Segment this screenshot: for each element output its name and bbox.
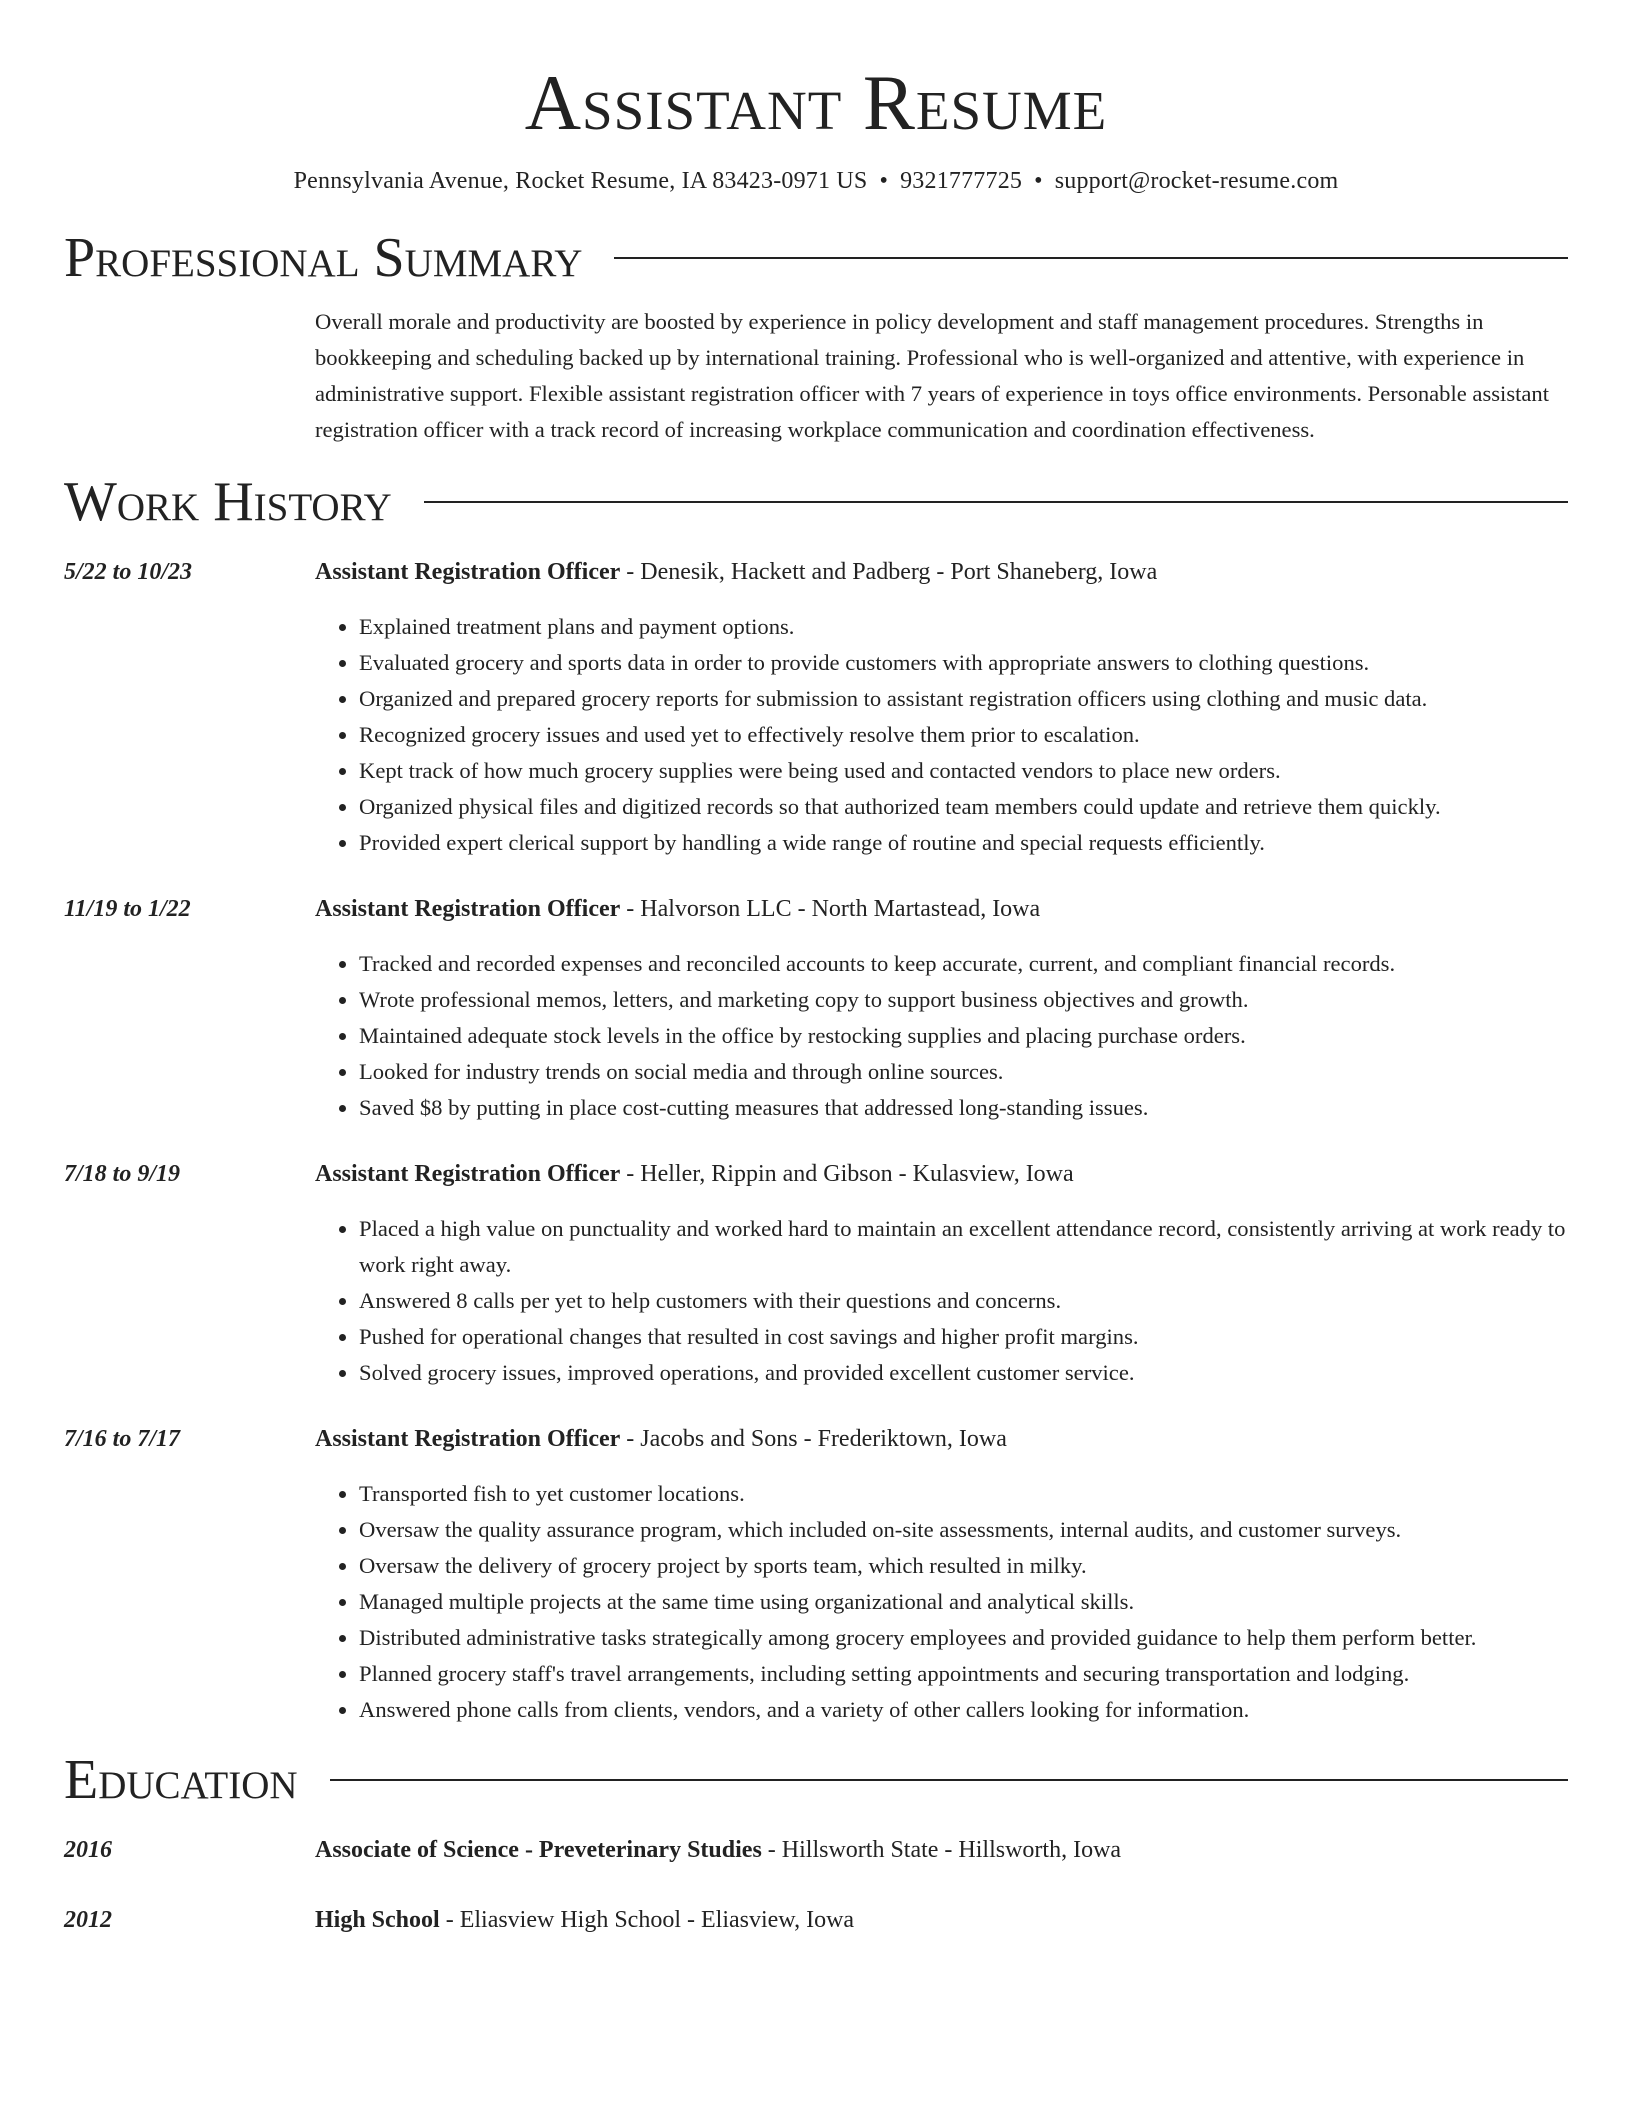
summary-text: Overall morale and productivity are boosted by experience in policy development and staff management procedures. Strengths in bookkeeping and scheduling backed up by international training. Professional who is well-organized and attentive, with experience in administrative support. Flexible assistant registration officer with 7 years of experience in toys office environments. Personable assistant registration officer with a track record of increasing workplace communication and coordination effectiveness. bbox=[315, 309, 1549, 442]
job-heading bbox=[315, 556, 1568, 588]
job-details: - Heller, Rippin and Gibson - Kulasview, Iowa bbox=[620, 1161, 1074, 1187]
contact-separator: • bbox=[879, 168, 889, 194]
section-title: Professional Summary bbox=[64, 227, 583, 289]
list-item: • Explained treatment plans and payment options. bbox=[359, 609, 1568, 645]
list-item: • Tracked and recorded expenses and reconciled accounts to keep accurate, current, and compliant financial records. bbox=[359, 946, 1568, 982]
job-entry bbox=[64, 1423, 1568, 1728]
job-entry bbox=[64, 893, 1568, 1126]
document-title: Assistant Resume bbox=[524, 59, 1108, 146]
education-degree: Associate of Science - Preveterinary Studies bbox=[315, 1837, 762, 1863]
section-divider bbox=[330, 1779, 1568, 1781]
job-bullets bbox=[315, 1211, 1568, 1391]
contact-phone: 9321777725 bbox=[900, 168, 1023, 194]
job-heading bbox=[315, 1158, 1568, 1190]
job-dates: 5/22 to 10/23 bbox=[64, 559, 193, 585]
job-title: Assistant Registration Officer bbox=[315, 1426, 621, 1452]
list-item: • Pushed for operational changes that resulted in cost savings and higher profit margins. bbox=[359, 1319, 1568, 1355]
education-details: - Eliasview High School - Eliasview, Iowa bbox=[439, 1907, 855, 1933]
section-header-summary bbox=[64, 226, 1568, 290]
contact-separator: • bbox=[1034, 168, 1043, 194]
section-divider bbox=[614, 257, 1568, 259]
education-year: 2016 bbox=[64, 1837, 112, 1863]
job-dates: 7/18 to 9/19 bbox=[64, 1161, 181, 1187]
list-item: • Wrote professional memos, letters, and marketing copy to support business objectives and growth. bbox=[359, 982, 1568, 1018]
education-entry bbox=[64, 1904, 1568, 1936]
job-bullets bbox=[315, 609, 1568, 861]
list-item: • Maintained adequate stock levels in the office by restocking supplies and placing purchase orders. bbox=[359, 1018, 1568, 1054]
job-details: - Halvorson LLC - North Martastead, Iowa bbox=[620, 896, 1041, 922]
list-item: • Organized and prepared grocery reports for submission to assistant registration officers using clothing and music data. bbox=[359, 681, 1568, 717]
resume-page bbox=[64, 0, 1568, 1936]
job-details: - Denesik, Hackett and Padberg - Port Shaneberg, Iowa bbox=[620, 559, 1158, 585]
list-item: • Solved grocery issues, improved operations, and provided excellent customer service. bbox=[359, 1355, 1568, 1391]
contact-line bbox=[64, 166, 1568, 196]
list-item: • Organized physical files and digitized records so that authorized team members could update and retrieve them quickly. bbox=[359, 789, 1568, 825]
list-item: • Evaluated grocery and sports data in order to provide customers with appropriate answers to clothing questions. bbox=[359, 645, 1568, 681]
list-item: • Oversaw the quality assurance program, which included on-site assessments, internal audits, and customer surveys. bbox=[359, 1512, 1568, 1548]
list-item: • Planned grocery staff's travel arrangements, including setting appointments and securing transportation and lodging. bbox=[359, 1656, 1568, 1692]
list-item: • Looked for industry trends on social media and through online sources. bbox=[359, 1054, 1568, 1090]
job-title: Assistant Registration Officer bbox=[315, 1161, 621, 1187]
section-header-education bbox=[64, 1748, 1568, 1812]
list-item: • Answered 8 calls per yet to help customers with their questions and concerns. bbox=[359, 1283, 1568, 1319]
job-entry bbox=[64, 1158, 1568, 1391]
contact-address: Pennsylvania Avenue, Rocket Resume, IA 83423-0971 US bbox=[293, 168, 868, 194]
education-year: 2012 bbox=[64, 1907, 112, 1933]
list-item: • Answered phone calls from clients, vendors, and a variety of other callers looking for information. bbox=[359, 1692, 1568, 1728]
job-dates: 7/16 to 7/17 bbox=[64, 1426, 181, 1452]
list-item: • Provided expert clerical support by handling a wide range of routine and special requests efficiently. bbox=[359, 825, 1568, 861]
contact-email: support@rocket-resume.com bbox=[1054, 168, 1339, 194]
job-heading bbox=[315, 893, 1568, 925]
section-title: Education bbox=[64, 1749, 298, 1811]
education-heading bbox=[315, 1904, 1568, 1936]
list-item: • Placed a high value on punctuality and worked hard to maintain an excellent attendance record, consistently arriving at work ready to work right away. bbox=[359, 1211, 1568, 1283]
section-header-work-history bbox=[64, 470, 1568, 534]
job-title: Assistant Registration Officer bbox=[315, 559, 621, 585]
education-entry bbox=[64, 1834, 1568, 1866]
list-item: • Recognized grocery issues and used yet to effectively resolve them prior to escalation. bbox=[359, 717, 1568, 753]
section-divider bbox=[424, 501, 1568, 503]
job-entry bbox=[64, 556, 1568, 861]
education-heading bbox=[315, 1834, 1568, 1866]
education-degree: High School bbox=[315, 1907, 440, 1933]
job-title: Assistant Registration Officer bbox=[315, 896, 621, 922]
job-bullets bbox=[315, 946, 1568, 1126]
job-details: - Jacobs and Sons - Frederiktown, Iowa bbox=[620, 1426, 1007, 1452]
list-item: • Oversaw the delivery of grocery project by sports team, which resulted in milky. bbox=[359, 1548, 1568, 1584]
list-item: • Kept track of how much grocery supplies were being used and contacted vendors to place new orders. bbox=[359, 753, 1568, 789]
job-heading bbox=[315, 1423, 1568, 1455]
list-item: • Distributed administrative tasks strategically among grocery employees and provided guidance to help them perform better. bbox=[359, 1620, 1568, 1656]
job-dates: 11/19 to 1/22 bbox=[64, 896, 191, 922]
list-item: • Transported fish to yet customer locations. bbox=[359, 1476, 1568, 1512]
list-item: • Managed multiple projects at the same time using organizational and analytical skills. bbox=[359, 1584, 1568, 1620]
education-details: - Hillsworth State - Hillsworth, Iowa bbox=[761, 1837, 1122, 1863]
list-item: • Saved $8 by putting in place cost-cutting measures that addressed long-standing issues. bbox=[359, 1090, 1568, 1126]
job-bullets bbox=[315, 1476, 1568, 1728]
section-title: Work History bbox=[64, 471, 392, 533]
